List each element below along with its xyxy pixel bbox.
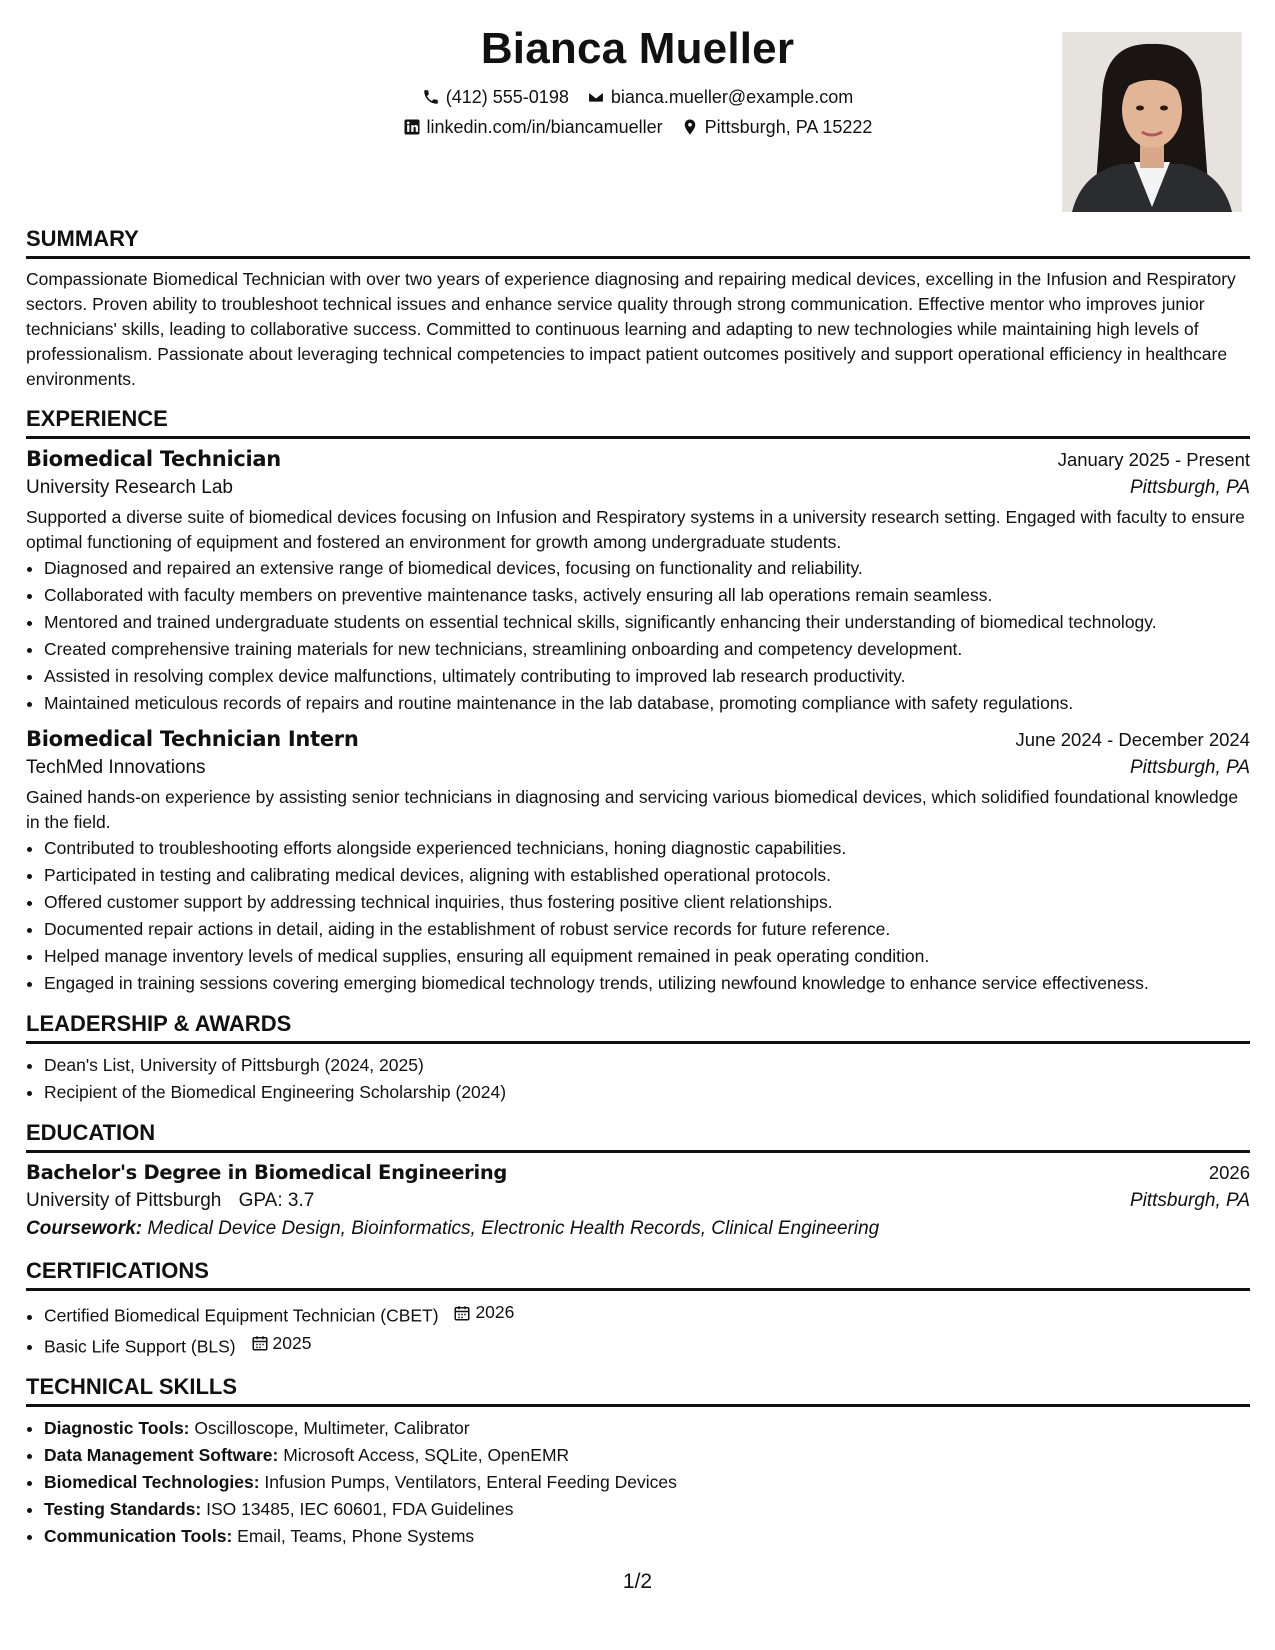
- portrait-illustration: [1062, 32, 1242, 212]
- degree-title: Bachelor's Degree in Biomedical Engineering: [26, 1161, 508, 1184]
- gpa: GPA: 3.7: [238, 1190, 315, 1211]
- skill-label: Communication Tools:: [44, 1526, 233, 1546]
- job-description: Gained hands-on experience by assisting senior technicians in diagnosing and servicing various biomedical devices, which solidified foundational knowledge in the field.: [26, 787, 1239, 832]
- graduation-year: 2026: [1208, 1162, 1250, 1183]
- profile-photo: [1062, 32, 1242, 212]
- summary-section: [26, 224, 1250, 392]
- candidate-name: Bianca Mueller: [480, 24, 795, 73]
- job-title: Biomedical Technician: [26, 447, 281, 471]
- education-subheader: [26, 1190, 1250, 1212]
- linkedin-contact[interactable]: [403, 114, 663, 140]
- list-item: • Maintained meticulous records of repairs and routine maintenance in the lab database, promoting compliance with safety regulations.: [44, 690, 1250, 717]
- phone-text: (412) 555-0198: [445, 87, 569, 107]
- skills-heading: TECHNICAL SKILLS: [26, 1374, 238, 1399]
- list-item: • Contributed to troubleshooting efforts alongside experienced technicians, honing diagnostic capabilities.: [44, 835, 1250, 862]
- coursework-line: [26, 1218, 1250, 1240]
- school-name: University of Pittsburgh: [26, 1190, 222, 1211]
- coursework-label: Coursework:: [26, 1218, 143, 1239]
- job-date: January 2025 - Present: [1057, 449, 1250, 470]
- leadership-heading: LEADERSHIP & AWARDS: [26, 1011, 292, 1036]
- cert-name: Certified Biomedical Equipment Technician (CBET): [44, 1305, 439, 1326]
- skill-value: ISO 13485, IEC 60601, FDA Guidelines: [206, 1499, 514, 1519]
- phone-icon: [422, 88, 440, 106]
- job-bullets: [26, 555, 1250, 717]
- leadership-list: [26, 1052, 1250, 1106]
- page-number: 1/2: [622, 1570, 653, 1593]
- summary-text: Compassionate Biomedical Technician with over two years of experience diagnosing and repairing medical devices, excelling in the Infusion and Respiratory sectors. Proven ability to troubleshoot technical issues and enhance service quality through strong communication. Effective mentor who improves junior technicians' skills, leading to collaborative success. Committed to continuous learning and adapting to new technologies while maintaining high levels of professionalism. Passionate about leveraging technical competencies to impact patient outcomes positively and support operational efficiency in healthcare environments.: [26, 269, 1236, 389]
- job-company: University Research Lab: [26, 477, 233, 498]
- list-item: • Assisted in resolving complex device malfunctions, ultimately contributing to improved lab research productivity.: [44, 663, 1250, 690]
- skill-label: Testing Standards:: [44, 1499, 202, 1519]
- section-divider: [26, 436, 1250, 439]
- school-location: Pittsburgh, PA: [1129, 1190, 1250, 1211]
- job-bullets: [26, 835, 1250, 997]
- job-title: Biomedical Technician Intern: [26, 727, 359, 751]
- cert-date: [251, 1330, 312, 1357]
- skill-value: Microsoft Access, SQLite, OpenEMR: [283, 1445, 570, 1465]
- skill-value: Oscilloscope, Multimeter, Calibrator: [194, 1418, 470, 1438]
- certifications-list: [26, 1299, 1250, 1360]
- skill-label: Biomedical Technologies:: [44, 1472, 260, 1492]
- list-item: • Documented repair actions in detail, aiding in the establishment of robust service records for future reference.: [44, 916, 1250, 943]
- summary-heading: SUMMARY: [26, 226, 139, 251]
- calendar-icon: [453, 1304, 471, 1322]
- location-contact: [681, 114, 873, 140]
- calendar-icon: [251, 1334, 269, 1352]
- job-subheader: [26, 477, 1250, 499]
- job-header: [26, 447, 1250, 471]
- list-item: [44, 1415, 1250, 1442]
- list-item: [44, 1299, 1250, 1330]
- coursework-text: Medical Device Design, Bioinformatics, Electronic Health Records, Clinical Engineering: [147, 1218, 880, 1239]
- section-divider: [26, 1404, 1250, 1407]
- section-divider: [26, 1288, 1250, 1291]
- cert-year: 2025: [272, 1332, 312, 1353]
- cert-year: 2026: [475, 1302, 515, 1322]
- leadership-section: [26, 1009, 1250, 1106]
- list-item: • Recipient of the Biomedical Engineering Scholarship (2024): [44, 1079, 1250, 1106]
- job-entry-1: [26, 447, 1250, 717]
- education-heading: EDUCATION: [26, 1120, 156, 1145]
- job-location: Pittsburgh, PA: [1129, 477, 1250, 498]
- job-subheader: [26, 757, 1250, 779]
- skill-label: Diagnostic Tools:: [44, 1418, 190, 1438]
- phone-contact[interactable]: [422, 84, 569, 110]
- certifications-section: [26, 1256, 1250, 1360]
- school-info: [26, 1190, 314, 1212]
- job-company: TechMed Innovations: [26, 757, 206, 778]
- list-item: • Helped manage inventory levels of medical supplies, ensuring all equipment remained in peak operating condition.: [44, 943, 1250, 970]
- skill-value: Infusion Pumps, Ventilators, Enteral Feeding Devices: [264, 1472, 677, 1492]
- list-item: [44, 1442, 1250, 1469]
- email-contact[interactable]: [587, 84, 853, 110]
- resume-content: [26, 224, 1250, 1562]
- job-entry-2: [26, 727, 1250, 997]
- certifications-heading: CERTIFICATIONS: [26, 1258, 209, 1283]
- list-item: [44, 1330, 1250, 1361]
- linkedin-icon: [403, 118, 421, 136]
- job-location: Pittsburgh, PA: [1129, 757, 1250, 778]
- education-header: [26, 1161, 1250, 1184]
- job-header: [26, 727, 1250, 751]
- cert-name: Basic Life Support (BLS): [44, 1336, 236, 1356]
- linkedin-text: linkedin.com/in/biancamueller: [426, 117, 663, 137]
- cert-date: [453, 1299, 514, 1326]
- list-item: [44, 1496, 1250, 1523]
- skills-section: [26, 1372, 1250, 1550]
- education-section: [26, 1118, 1250, 1240]
- list-item: • Offered customer support by addressing technical inquiries, thus fostering positive client relationships.: [44, 889, 1250, 916]
- email-text: bianca.mueller@example.com: [610, 87, 854, 107]
- map-pin-icon: [681, 118, 699, 136]
- envelope-icon: [587, 88, 605, 106]
- list-item: • Engaged in training sessions covering emerging biomedical technology trends, utilizing newfound knowledge to enhance service effectiveness.: [44, 970, 1250, 997]
- skill-label: Data Management Software:: [44, 1445, 279, 1465]
- section-divider: [26, 1150, 1250, 1153]
- list-item: • Dean's List, University of Pittsburgh (2024, 2025): [44, 1052, 1250, 1079]
- list-item: • Diagnosed and repaired an extensive range of biomedical devices, focusing on functionality and reliability.: [44, 555, 1250, 582]
- list-item: • Mentored and trained undergraduate students on essential technical skills, significantly enhancing their understanding of biomedical technology.: [44, 609, 1250, 636]
- job-date: June 2024 - December 2024: [1015, 729, 1250, 750]
- location-text: Pittsburgh, PA 15222: [704, 117, 873, 137]
- list-item: [44, 1523, 1250, 1550]
- experience-section: [26, 404, 1250, 997]
- section-divider: [26, 256, 1250, 259]
- experience-heading: EXPERIENCE: [26, 406, 168, 431]
- list-item: [44, 1469, 1250, 1496]
- list-item: • Collaborated with faculty members on preventive maintenance tasks, actively ensuring all lab operations remain seamless.: [44, 582, 1250, 609]
- section-divider: [26, 1041, 1250, 1044]
- list-item: • Created comprehensive training materials for new technicians, streamlining onboarding and competency development.: [44, 636, 1250, 663]
- job-description: Supported a diverse suite of biomedical devices focusing on Infusion and Respiratory systems in a university research setting. Engaged with faculty to ensure optimal functioning of equipment and fostered an environment for growth among undergraduate students.: [26, 507, 1245, 552]
- skills-list: [26, 1415, 1250, 1550]
- skill-value: Email, Teams, Phone Systems: [237, 1526, 475, 1546]
- list-item: • Participated in testing and calibrating medical devices, aligning with established operational protocols.: [44, 862, 1250, 889]
